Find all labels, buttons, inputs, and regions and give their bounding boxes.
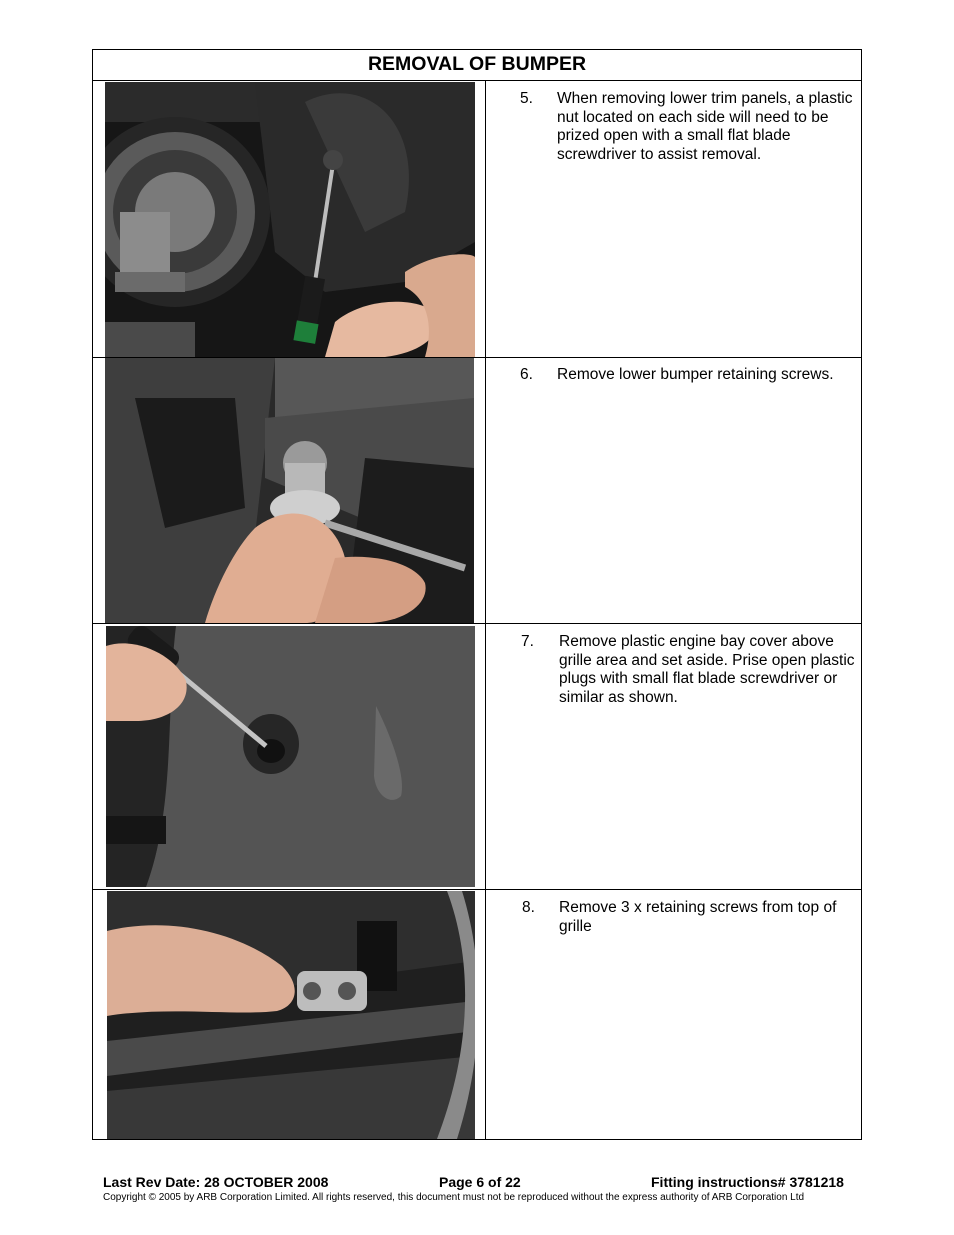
ratchet-removing-bumper-screw-photo [105, 358, 474, 623]
step-7-photo [106, 626, 475, 887]
rev-date: Last Rev Date: 28 OCTOBER 2008 [103, 1174, 329, 1190]
step-number: 6. [520, 366, 533, 383]
step-6-photo [105, 358, 474, 623]
row-divider [93, 623, 861, 624]
copyright-notice: Copyright © 2005 by ARB Corporation Limited. All rights reserved, this document must not be reproduced without the express authority of ARB Corporation Ltd [103, 1192, 805, 1203]
instruction-table [92, 49, 862, 1140]
page-footer [103, 1174, 863, 1204]
row-divider [93, 889, 861, 890]
step-number: 8. [522, 899, 535, 916]
page-title: REMOVAL OF BUMPER [93, 50, 861, 81]
step-description: Remove lower bumper retaining screws. [557, 366, 834, 383]
column-divider [485, 81, 486, 1140]
step-6-text [520, 366, 855, 396]
step-number: 7. [521, 633, 534, 650]
step-description: When removing lower trim panels, a plastic nut located on each side will need to be prized open with a small flat blade screwdriver to assist removal. [557, 90, 853, 163]
step-7-text [521, 633, 856, 713]
page-number: Page 6 of 22 [439, 1174, 521, 1190]
fitting-instructions-number: Fitting instructions# 3781218 [651, 1174, 844, 1190]
screwdriver-prying-plastic-nut-photo [105, 82, 475, 357]
footer-info [103, 1174, 863, 1192]
step-5-text [520, 90, 855, 170]
step-description: Remove 3 x retaining screws from top of grille [559, 899, 837, 935]
step-8-text [522, 899, 857, 944]
step-5-photo [105, 82, 475, 357]
step-description: Remove plastic engine bay cover above grille area and set aside. Prise open plastic plugs with small flat blade screwdriver or similar as shown. [559, 633, 855, 706]
step-8-photo [107, 891, 475, 1139]
step-number: 5. [520, 90, 533, 107]
ratchet-on-grille-screw-photo [107, 891, 475, 1139]
screwdriver-in-engine-cover-plug-photo [106, 626, 475, 887]
